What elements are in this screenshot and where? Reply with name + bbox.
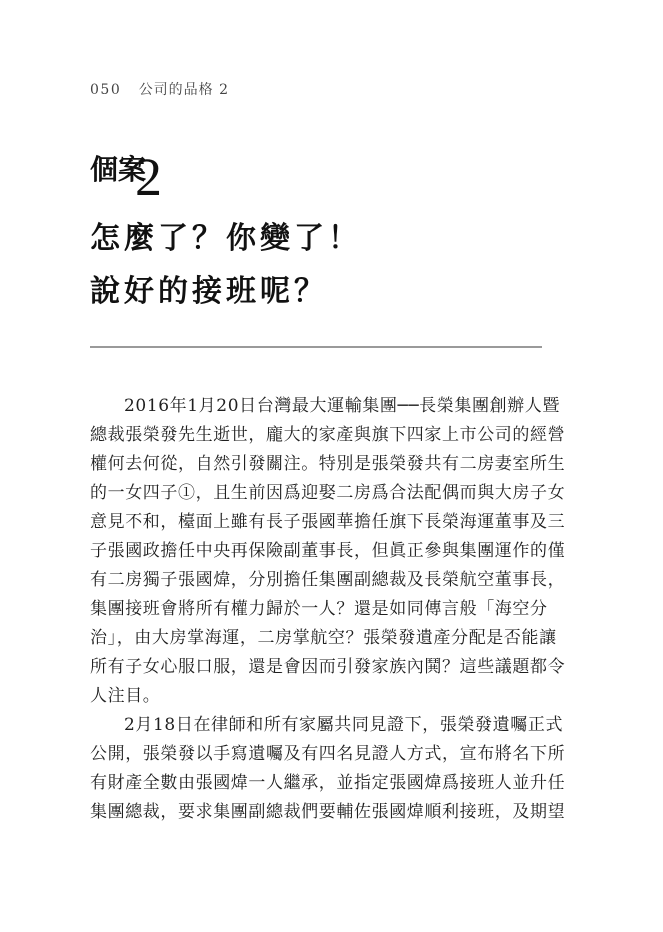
paragraph-2-line: 集團總裁，要求集團副總裁們要輔佐張國煒順利接班，及期望 <box>90 802 566 822</box>
paragraph-1-line: 總裁張榮發先生逝世，龐大的家產與旗下四家上市公司的經營 <box>90 425 566 445</box>
chapter-title-line-1: 怎麼了？你變了！ <box>90 221 362 256</box>
case-number: 2 <box>135 147 162 207</box>
paragraph-1-line: 意見不和，檯面上雖有長子張國華擔任旗下長榮海運董事及三 <box>90 512 566 532</box>
page-number: 050 <box>90 82 122 98</box>
paragraph-2-line: 有財產全數由張國煒一人繼承，並指定張國煒爲接班人並升任 <box>90 773 566 793</box>
chapter-title-line-2: 說好的接班呢？ <box>90 274 328 309</box>
paragraph-1-line: 子張國政擔任中央再保險副董事長，但眞正參與集團運作的僅 <box>90 541 566 561</box>
paragraph-1-line: 治」，由大房掌海運，二房掌航空？張榮發遺產分配是否能讓 <box>90 628 557 648</box>
paragraph-2-line: 公開，張榮發以手寫遺囑及有四名見證人方式，宣布將名下所 <box>90 744 566 764</box>
paragraph-2-line: 2月18日在律師和所有家屬共同見證下，張榮發遺囑正式 <box>124 715 564 735</box>
running-head <box>90 79 229 99</box>
paragraph-1-line: 人注目。 <box>90 686 161 706</box>
title-divider <box>90 346 542 348</box>
book-title: 公司的品格 2 <box>138 82 230 98</box>
paragraph-1-line: 權何去何從，自然引發關注。特別是張榮發共有二房妻室所生 <box>90 454 566 474</box>
paragraph-1-line: 的一女四子①，且生前因爲迎娶二房爲合法配偶而與大房子女 <box>90 483 566 503</box>
paragraph-1-line: 2016年1月20日台灣最大運輸集團──長榮集團創辦人暨 <box>124 396 560 416</box>
case-label: 個案 <box>90 153 147 186</box>
body-text <box>90 392 566 827</box>
paragraph-1-line: 有二房獨子張國煒，分別擔任集團副總裁及長榮航空董事長， <box>90 570 566 590</box>
paragraph-1-line: 所有子女心服口服，還是會因而引發家族內鬨？這些議題都令 <box>90 657 566 677</box>
paragraph-1-line: 集團接班會將所有權力歸於一人？還是如同傳言般「海空分 <box>90 599 548 619</box>
